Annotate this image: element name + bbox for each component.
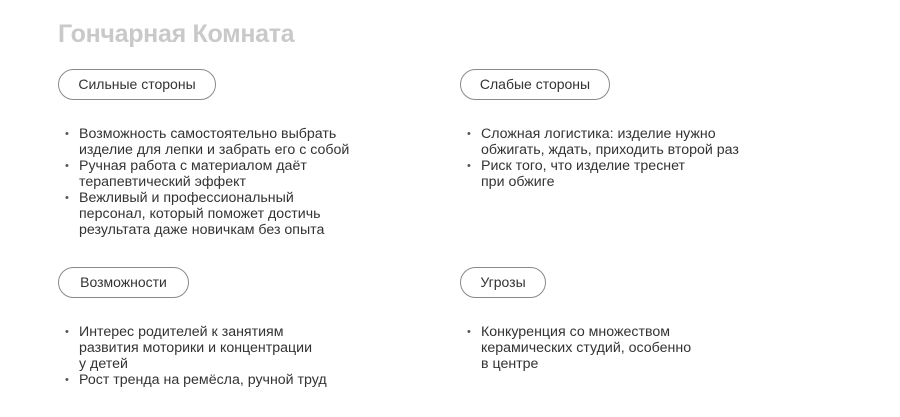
opportunities-list <box>58 324 458 388</box>
list-item-text: Рост тренда на ремёсла, ручной труд <box>79 372 327 388</box>
list-item <box>460 324 860 372</box>
opportunities-section <box>58 267 458 388</box>
page-title: Гончарная Комната <box>58 20 295 48</box>
strengths-list <box>58 126 458 238</box>
list-item <box>58 324 458 372</box>
list-item <box>58 158 458 190</box>
bullet-icon: • <box>65 326 69 338</box>
bullet-icon: • <box>65 192 69 204</box>
opportunities-label: Возможности <box>58 267 189 298</box>
bullet-icon: • <box>467 160 471 172</box>
threats-list <box>460 324 860 372</box>
bullet-icon: • <box>65 128 69 140</box>
list-item-text: Возможность самостоятельно выбрать изделие для лепки и забрать его с собой <box>79 126 350 158</box>
list-item-text: Ручная работа с материалом даёт терапевтический эффект <box>79 158 307 190</box>
weaknesses-label: Слабые стороны <box>460 69 610 100</box>
weaknesses-list <box>460 126 860 190</box>
list-item <box>460 158 860 190</box>
list-item-text: Вежливый и профессиональный персонал, который поможет достичь результата даже новичкам без опыта <box>79 190 325 238</box>
threats-section <box>460 267 860 372</box>
weaknesses-section <box>460 69 860 190</box>
bullet-icon: • <box>467 128 471 140</box>
list-item <box>58 190 458 238</box>
bullet-icon: • <box>65 160 69 172</box>
strengths-label: Сильные стороны <box>58 69 216 100</box>
list-item <box>58 372 458 388</box>
list-item-text: Интерес родителей к занятиям развития моторики и концентрации у детей <box>79 324 312 372</box>
bullet-icon: • <box>467 326 471 338</box>
threats-label: Угрозы <box>460 267 546 298</box>
list-item <box>460 126 860 158</box>
list-item-text: Сложная логистика: изделие нужно обжигать, ждать, приходить второй раз <box>481 126 739 158</box>
bullet-icon: • <box>65 374 69 386</box>
list-item <box>58 126 458 158</box>
list-item-text: Риск того, что изделие треснет при обжиге <box>481 158 686 190</box>
list-item-text: Конкуренция со множеством керамических студий, особенно в центре <box>481 324 692 372</box>
strengths-section <box>58 69 458 238</box>
